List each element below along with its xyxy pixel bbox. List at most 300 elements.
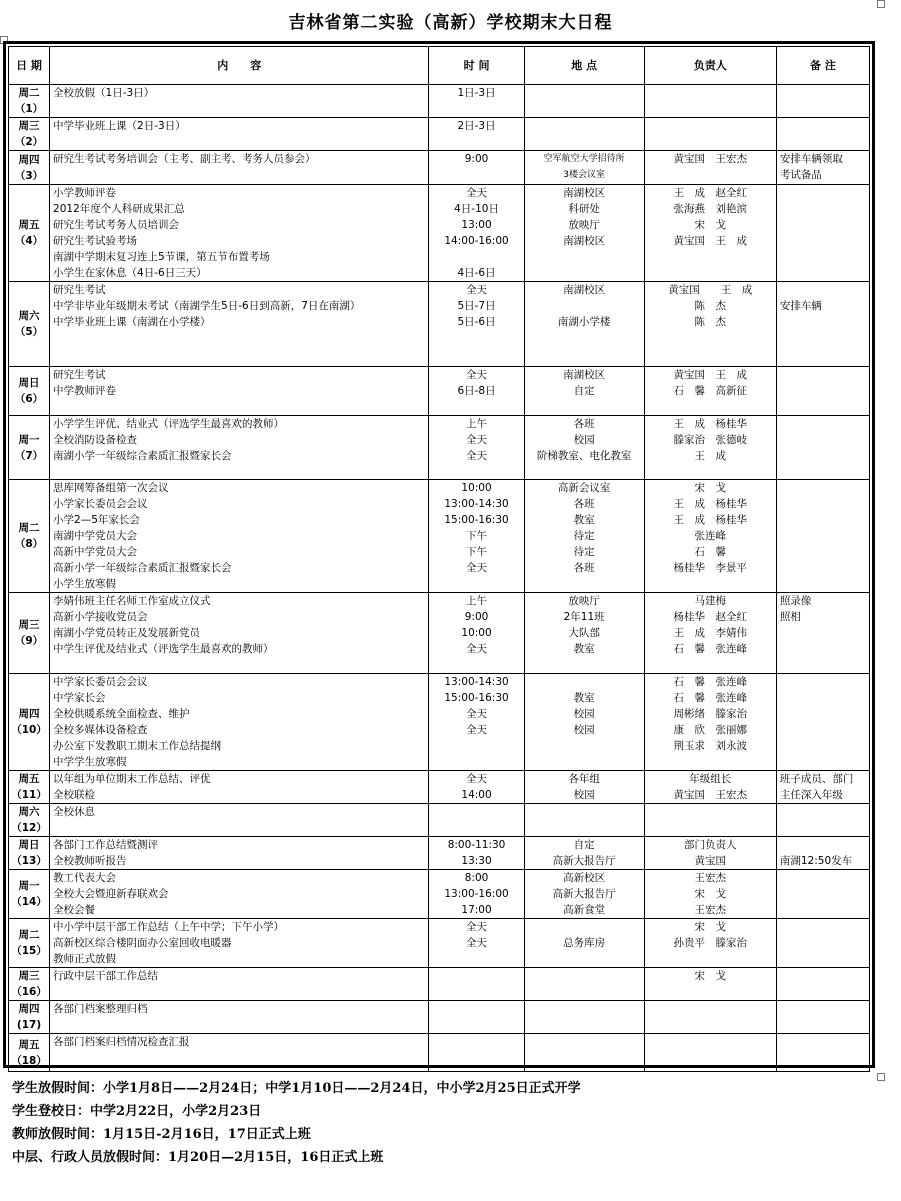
- time-line: 全天: [466, 369, 488, 381]
- person-line: 宋 戈: [694, 219, 727, 231]
- content-line: 研究生考试考务人员培训会: [53, 219, 180, 231]
- time-line: 13:00-16:00: [444, 888, 509, 900]
- note-line: 安排车辆: [779, 300, 822, 312]
- content-line: 全校大会暨迎新春联欢会: [53, 888, 169, 900]
- time-line: 下午: [466, 546, 488, 558]
- date-label: （8）: [14, 538, 44, 550]
- time-line: 13:00-14:30: [444, 498, 509, 510]
- place-line: 南湖校区: [563, 369, 606, 381]
- content-line: 研究生考试考务培训会（主考、副主考、考务人员参会）: [53, 153, 316, 165]
- schedule-row: [9, 85, 870, 118]
- note-cell: [776, 837, 869, 870]
- weekday-label: 周四: [18, 1003, 40, 1015]
- person-cell: [644, 593, 776, 674]
- place-cell: [524, 593, 644, 674]
- schedule-row: [9, 1034, 870, 1072]
- note-line: [780, 282, 866, 298]
- place-cell: [524, 837, 644, 870]
- person-line: 王 成 赵全红: [673, 187, 748, 199]
- time-cell: [429, 919, 524, 968]
- note-cell: [776, 185, 869, 282]
- content-cell: [50, 367, 429, 416]
- date-label: （13）: [11, 855, 47, 867]
- person-cell: [644, 1034, 776, 1072]
- time-cell: [429, 185, 524, 282]
- date-label: （15）: [11, 945, 47, 957]
- content-cell: [50, 151, 429, 185]
- content-line: 思库网筹备组第一次会议: [53, 482, 169, 494]
- schedule-row: [9, 480, 870, 593]
- person-cell: [644, 282, 776, 367]
- person-line: 杨桂华 李景平: [673, 562, 748, 574]
- time-line: 全天: [466, 937, 488, 949]
- note-cell: [776, 282, 869, 367]
- header-row: [9, 47, 870, 85]
- person-line: 王 成 杨桂华: [673, 498, 748, 510]
- content-line: 办公室下发教职工期末工作总结提纲: [53, 740, 222, 752]
- header-place: 地 点: [524, 47, 644, 85]
- weekday-label: 周一: [18, 433, 40, 446]
- content-line: 南湖小学党员转正及发展新党员: [53, 627, 201, 639]
- time-line: 9:00: [464, 153, 489, 165]
- weekday-label: 周六: [18, 310, 40, 322]
- note-cell: [776, 968, 869, 1001]
- content-line: 南湖小学一年级综合素质汇报暨家长会: [53, 450, 232, 462]
- weekday-label: 周一: [18, 880, 40, 892]
- content-line: 全校供暖系统全面检查、维护: [53, 708, 190, 720]
- person-line: 陈 杰: [694, 316, 727, 328]
- person-line: 张海燕 刘艳滨: [673, 203, 748, 215]
- person-line: 宋 戈: [694, 888, 727, 900]
- content-cell: [50, 282, 429, 367]
- place-cell: [524, 151, 644, 185]
- place-cell: [524, 416, 644, 480]
- content-line: 各部门档案整理归档: [53, 1003, 148, 1015]
- place-line: 南湖小学楼: [557, 316, 611, 328]
- place-line: 各班: [573, 498, 595, 510]
- content-line: 南湖中学党员大会: [53, 530, 138, 542]
- person-line: 康 欣 张丽娜: [673, 724, 748, 736]
- weekday-label: 周二: [18, 87, 40, 99]
- time-line: 全天: [466, 187, 488, 199]
- time-line: 13:30: [461, 855, 492, 867]
- schedule-row: [9, 968, 870, 1001]
- note-line: 南湖12:50发车: [779, 855, 853, 867]
- content-line: 研究生考试验考场: [53, 235, 138, 247]
- day-cell: [9, 804, 50, 837]
- place-line: 南湖校区: [563, 235, 606, 247]
- place-line: 校园: [573, 708, 595, 720]
- schedule-table: [8, 46, 870, 1072]
- place-line: 空军航空大学招待所: [543, 154, 625, 164]
- note-line: 考试备品: [779, 169, 822, 181]
- place-line: 放映厅: [568, 219, 600, 231]
- day-cell: [9, 118, 50, 151]
- day-cell: [9, 480, 50, 593]
- schedule-row: [9, 282, 870, 367]
- person-line: 石 馨 张连峰: [673, 676, 748, 688]
- time-line: 全天: [466, 708, 488, 720]
- weekday-label: 周日: [18, 839, 40, 851]
- content-line: 小学2—5年家长会: [53, 514, 140, 526]
- person-line: 黄宝国 王宏杰: [673, 789, 748, 801]
- place-cell: [524, 804, 644, 837]
- note-line: 照相: [779, 611, 801, 623]
- time-line: 9:00: [464, 611, 489, 623]
- weekday-label: 周三: [18, 970, 40, 982]
- person-line: 石 馨: [694, 546, 727, 558]
- time-line: 4日-6日: [457, 267, 496, 279]
- date-label: （3）: [14, 169, 44, 182]
- time-cell: [429, 870, 524, 919]
- person-cell: [644, 85, 776, 118]
- place-line: 待定: [573, 546, 595, 558]
- time-line: 全天: [466, 643, 488, 655]
- date-label: （18）: [11, 1054, 47, 1067]
- note-cell: [776, 118, 869, 151]
- content-cell: [50, 771, 429, 804]
- content-cell: [50, 919, 429, 968]
- time-line: 5日-6日: [457, 316, 496, 328]
- person-line: 杨桂华 赵全红: [673, 611, 748, 623]
- time-cell: [429, 593, 524, 674]
- time-line: 14:00: [461, 789, 492, 801]
- content-line: 中小学中层干部工作总结（上午中学；下午小学）: [53, 921, 285, 933]
- place-line: 各班: [573, 418, 595, 430]
- person-line: 黄宝国 王 成: [673, 369, 748, 381]
- content-line: 高新校区综合楼阴面办公室回收电暖器: [53, 937, 232, 949]
- content-line: 全校休息: [53, 806, 96, 818]
- schedule-row: [9, 771, 870, 804]
- time-line: 全天: [466, 773, 488, 785]
- person-line: 孙贵平 滕家治: [673, 937, 748, 949]
- person-line: 荆玉求 刘永波: [673, 740, 748, 752]
- header-time: 时 间: [429, 47, 524, 85]
- place-cell: [524, 968, 644, 1001]
- person-cell: [644, 771, 776, 804]
- place-cell: [524, 771, 644, 804]
- place-line: 待定: [573, 530, 595, 542]
- weekday-label: 周六: [18, 806, 40, 818]
- person-line: 王宏杰: [694, 904, 727, 916]
- day-cell: [9, 968, 50, 1001]
- person-line: 滕家治 张德岐: [673, 434, 748, 446]
- person-line: 年级组长: [689, 773, 732, 785]
- place-cell: [524, 1001, 644, 1034]
- note-cell: [776, 1001, 869, 1034]
- content-line: 中学家长会: [53, 692, 106, 704]
- time-line: 4日-10日: [454, 203, 499, 215]
- person-cell: [644, 674, 776, 771]
- schedule-body: [9, 85, 870, 1072]
- content-line: 小学家长委员会会议: [53, 498, 148, 510]
- schedule-row: [9, 367, 870, 416]
- time-line: 15:00-16:30: [444, 692, 509, 704]
- weekday-label: 周五: [18, 773, 40, 785]
- content-line: 李婧伟班主任名师工作室成立仪式: [53, 595, 211, 607]
- time-line: 上午: [466, 595, 488, 607]
- weekday-label: 周三: [18, 120, 40, 132]
- day-cell: [9, 416, 50, 480]
- person-line: 王 成 杨桂华: [673, 514, 748, 526]
- content-line: 行政中层干部工作总结: [53, 970, 159, 982]
- person-line: 黄宝国 王 成: [673, 235, 748, 247]
- page-title: 吉林省第二实验（高新）学校期末大日程: [288, 13, 613, 33]
- person-line: 宋 戈: [694, 970, 727, 982]
- footer-admin-vacation: 中层、行政人员放假时间：1月20日—2月15日，16日正式上班: [12, 1150, 384, 1165]
- content-line: 中学非毕业年级期末考试（南湖学生5日-6日到高新，7日在南湖）: [53, 300, 361, 312]
- place-line: 南湖校区: [563, 187, 606, 199]
- note-cell: [776, 367, 869, 416]
- schedule-row: [9, 593, 870, 674]
- time-line: 6日-8日: [457, 385, 496, 397]
- weekday-label: 周四: [18, 153, 40, 166]
- place-line: 阶梯教室、电化教室: [536, 450, 632, 462]
- content-line: 各部门档案归档情况检查汇报: [53, 1036, 190, 1048]
- place-cell: [524, 85, 644, 118]
- person-line: 周彬绪 滕家治: [673, 708, 748, 720]
- place-cell: [524, 674, 644, 771]
- person-cell: [644, 185, 776, 282]
- time-cell: [429, 282, 524, 367]
- day-cell: [9, 282, 50, 367]
- content-line: 各部门工作总结暨测评: [53, 839, 159, 851]
- content-cell: [50, 674, 429, 771]
- date-label: （12）: [11, 822, 47, 834]
- person-line: 王 成 李婧伟: [673, 627, 748, 639]
- place-line: 高新会议室: [557, 482, 611, 494]
- content-line: 高新小学接收党员会: [53, 611, 148, 623]
- note-line: [780, 837, 866, 853]
- schedule-row: [9, 185, 870, 282]
- person-cell: [644, 804, 776, 837]
- weekday-label: 周五: [18, 1038, 40, 1051]
- time-line: 全天: [466, 284, 488, 296]
- content-line: 小学教师评卷: [53, 187, 117, 199]
- content-cell: [50, 85, 429, 118]
- schedule-frame: [3, 41, 875, 1068]
- weekday-label: 周五: [18, 219, 40, 231]
- weekday-label: 周三: [18, 619, 40, 631]
- place-line: 高新大报告厅: [552, 888, 616, 900]
- content-line: 小学生在家休息（4日-6日三天）: [53, 267, 207, 279]
- date-label: （14）: [11, 896, 47, 908]
- place-line: 大队部: [568, 627, 600, 639]
- content-cell: [50, 416, 429, 480]
- date-label: （6）: [14, 393, 44, 405]
- content-cell: [50, 480, 429, 593]
- time-cell: [429, 968, 524, 1001]
- person-cell: [644, 118, 776, 151]
- date-label: （9）: [14, 635, 44, 647]
- content-line: 以年组为单位期末工作总结、评优: [53, 773, 211, 785]
- content-line: 南湖中学期末复习连上5节课，第五节布置考场: [53, 251, 270, 263]
- note-line: 主任深入年级: [779, 789, 843, 801]
- header-note: 备 注: [776, 47, 869, 85]
- content-line: 全校教师听报告: [53, 855, 127, 867]
- day-cell: [9, 1001, 50, 1034]
- day-cell: [9, 837, 50, 870]
- content-line: 中学教师评卷: [53, 385, 117, 397]
- person-line: 宋 戈: [694, 482, 727, 494]
- date-label: （1）: [14, 103, 44, 115]
- person-cell: [644, 416, 776, 480]
- note-cell: [776, 804, 869, 837]
- time-line: 全天: [466, 450, 488, 462]
- time-line: 17:00: [461, 904, 492, 916]
- note-cell: [776, 1034, 869, 1072]
- place-line: 各年组: [568, 773, 600, 785]
- weekday-label: 周日: [18, 377, 40, 389]
- person-line: 陈 杰: [694, 300, 727, 312]
- time-cell: [429, 480, 524, 593]
- place-cell: [524, 1034, 644, 1072]
- place-line: 校园: [573, 724, 595, 736]
- date-label: （7）: [14, 449, 44, 462]
- note-cell: [776, 480, 869, 593]
- time-line: 10:00: [461, 482, 492, 494]
- date-label: （2）: [14, 136, 44, 148]
- content-line: 高新中学党员大会: [53, 546, 138, 558]
- content-cell: [50, 1034, 429, 1072]
- frame-handle-top-right: [877, 0, 885, 8]
- person-line: 王 成 杨桂华: [673, 418, 748, 430]
- content-line: 2012年度个人科研成果汇总: [53, 203, 185, 215]
- content-cell: [50, 593, 429, 674]
- time-cell: [429, 416, 524, 480]
- place-cell: [524, 480, 644, 593]
- person-line: 张连峰: [694, 530, 727, 542]
- footer-teacher-vacation: 教师放假时间：1月15日-2月16日，17日正式上班: [12, 1127, 311, 1142]
- content-cell: [50, 870, 429, 919]
- time-line: 13:00: [461, 219, 492, 231]
- note-cell: [776, 674, 869, 771]
- day-cell: [9, 85, 50, 118]
- person-cell: [644, 870, 776, 919]
- time-cell: [429, 674, 524, 771]
- time-line: 全天: [466, 724, 488, 736]
- content-line: 中学学生放寒假: [53, 756, 127, 768]
- weekday-label: 周四: [18, 708, 40, 720]
- place-cell: [524, 919, 644, 968]
- time-cell: [429, 1001, 524, 1034]
- place-line: [528, 919, 641, 935]
- date-label: （11）: [11, 789, 47, 801]
- place-line: 自定: [573, 839, 595, 851]
- place-line: 高新校区: [563, 872, 606, 884]
- person-cell: [644, 151, 776, 185]
- place-line: 教室: [573, 692, 595, 704]
- schedule-row: [9, 674, 870, 771]
- day-cell: [9, 593, 50, 674]
- place-line: 2年11班: [563, 611, 605, 623]
- date-label: （4）: [14, 235, 44, 247]
- time-cell: [429, 118, 524, 151]
- place-cell: [524, 185, 644, 282]
- time-line: 1日-3日: [457, 87, 496, 99]
- day-cell: [9, 771, 50, 804]
- time-cell: [429, 1034, 524, 1072]
- time-line: 8:00: [464, 872, 489, 884]
- content-line: 教师正式放假: [53, 953, 117, 965]
- content-cell: [50, 804, 429, 837]
- person-line: 宋 戈: [694, 921, 727, 933]
- person-cell: [644, 837, 776, 870]
- content-line: 全校消防设备检查: [53, 434, 138, 446]
- person-line: 石 馨 张连峰: [673, 692, 748, 704]
- time-line: 下午: [466, 530, 488, 542]
- content-line: 高新小学一年级综合素质汇报暨家长会: [53, 562, 232, 574]
- day-cell: [9, 185, 50, 282]
- schedule-row: [9, 151, 870, 185]
- frame-handle-bottom-right: [877, 1073, 885, 1081]
- person-cell: [644, 367, 776, 416]
- footer-student-vacation: 学生放假时间：小学1月8日——2月24日；中学1月10日——2月24日，中小学2月25日正式开学: [12, 1081, 581, 1096]
- header-content: 内 容: [50, 47, 429, 85]
- date-label: （10）: [11, 724, 47, 736]
- time-cell: [429, 804, 524, 837]
- day-cell: [9, 1034, 50, 1072]
- time-line: 上午: [466, 418, 488, 430]
- footer-student-return: 学生登校日：中学2月22日，小学2月23日: [12, 1104, 262, 1119]
- person-line: 石 馨 高新征: [673, 385, 748, 397]
- time-line: 14:00-16:00: [444, 235, 509, 247]
- note-cell: [776, 771, 869, 804]
- person-cell: [644, 919, 776, 968]
- content-cell: [50, 185, 429, 282]
- person-line: 马建梅: [694, 595, 727, 607]
- person-cell: [644, 968, 776, 1001]
- content-line: 研究生考试: [53, 284, 106, 296]
- person-line: 石 馨 张连峰: [673, 643, 748, 655]
- content-cell: [50, 118, 429, 151]
- person-line: 黄宝国 王宏杰: [673, 153, 748, 165]
- day-cell: [9, 674, 50, 771]
- time-line: 13:00-14:30: [444, 676, 509, 688]
- place-cell: [524, 367, 644, 416]
- content-cell: [50, 968, 429, 1001]
- schedule-row: [9, 1001, 870, 1034]
- place-line: 放映厅: [568, 595, 600, 607]
- person-line: 王宏杰: [694, 872, 727, 884]
- note-cell: [776, 870, 869, 919]
- note-cell: [776, 919, 869, 968]
- place-line: 校园: [573, 434, 595, 446]
- content-line: 教工代表大会: [53, 872, 117, 884]
- note-line: 照录像: [779, 595, 812, 607]
- content-line: 研究生考试: [53, 369, 106, 381]
- time-line: 全天: [466, 562, 488, 574]
- note-cell: [776, 593, 869, 674]
- time-line: 全天: [466, 921, 488, 933]
- place-line: 总务库房: [563, 937, 606, 949]
- time-cell: [429, 771, 524, 804]
- time-cell: [429, 151, 524, 185]
- note-cell: [776, 151, 869, 185]
- content-line: 中学生评优及结业式（评选学生最喜欢的教师）: [53, 643, 274, 655]
- place-line: 各班: [573, 562, 595, 574]
- time-line: 5日-7日: [457, 300, 496, 312]
- place-line: 3楼会议室: [563, 170, 606, 180]
- place-line: 高新大报告厅: [552, 855, 616, 867]
- content-cell: [50, 837, 429, 870]
- schedule-row: [9, 804, 870, 837]
- time-line: 10:00: [461, 627, 492, 639]
- person-line: 黄宝国 王 成: [668, 284, 753, 296]
- place-line: [528, 674, 641, 690]
- place-line: 高新食堂: [563, 904, 606, 916]
- schedule-row: [9, 416, 870, 480]
